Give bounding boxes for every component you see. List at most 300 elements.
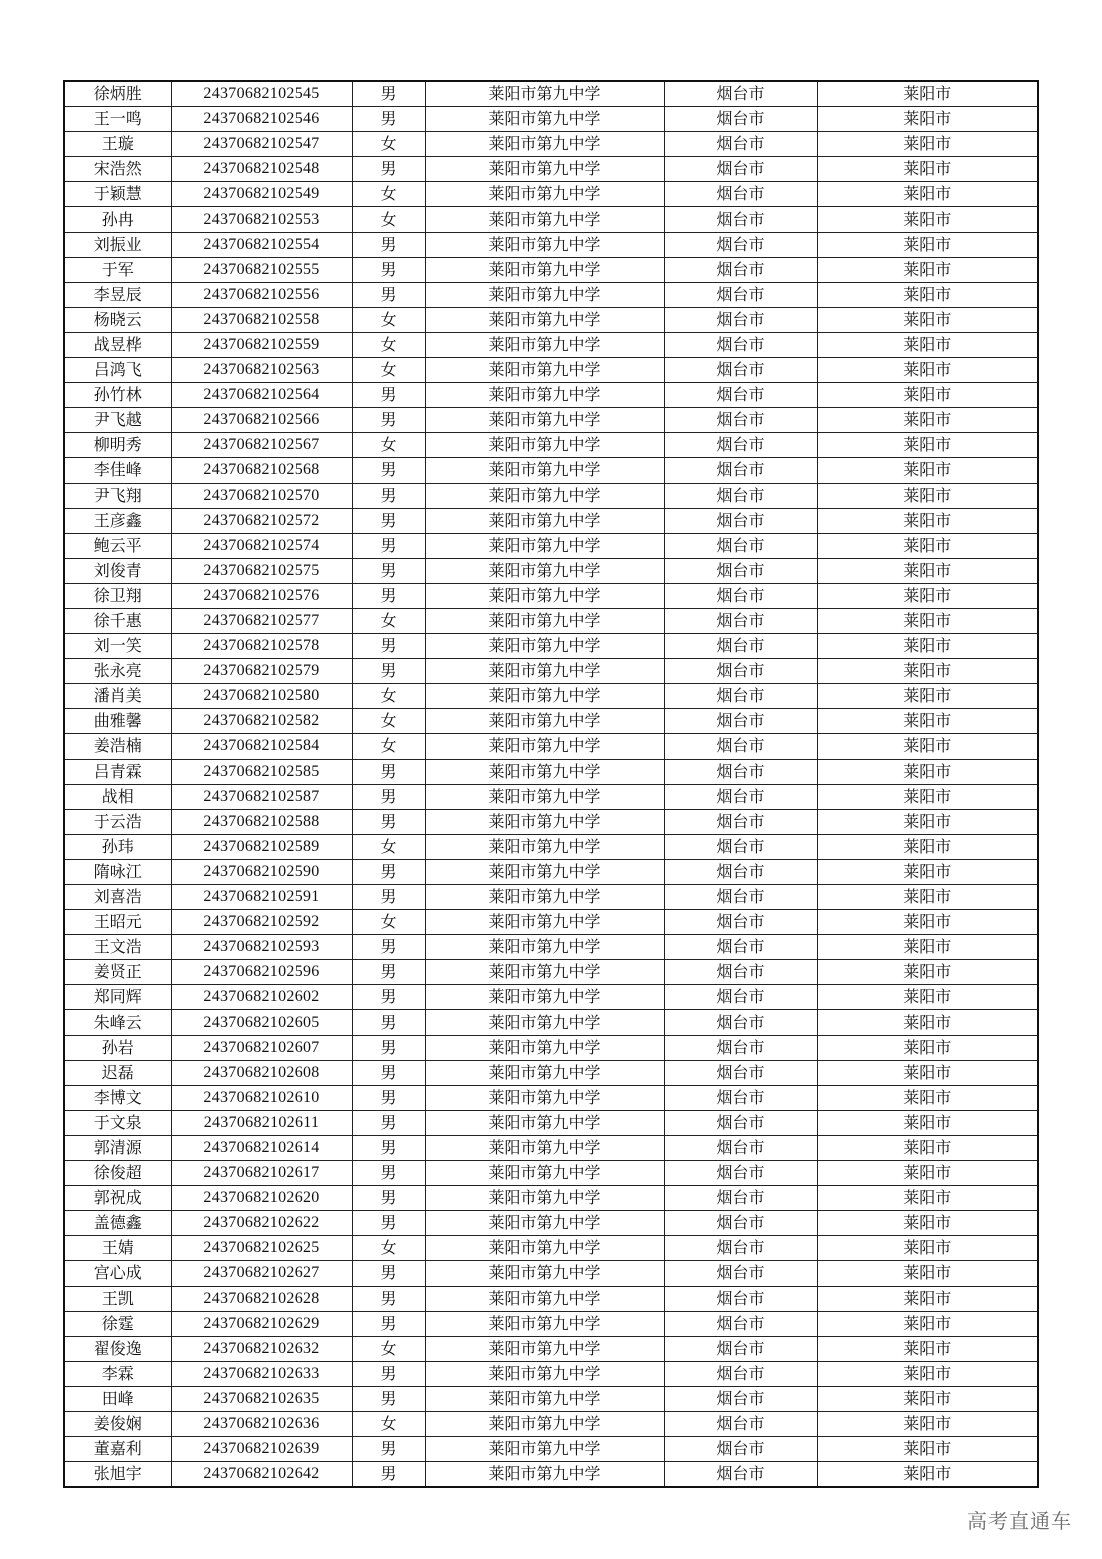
city-cell: 烟台市: [664, 383, 817, 408]
table-row: [64, 1236, 1038, 1261]
exam-id-cell: 24370682102566: [171, 408, 352, 433]
school-cell: 莱阳市第九中学: [425, 1060, 664, 1085]
school-cell: 莱阳市第九中学: [425, 558, 664, 583]
table-row: [64, 834, 1038, 859]
city-cell: 烟台市: [664, 1286, 817, 1311]
school-cell: 莱阳市第九中学: [425, 132, 664, 157]
student-name-cell: 杨晓云: [64, 307, 171, 332]
gender-cell: 男: [352, 809, 425, 834]
exam-id-cell: 24370682102592: [171, 910, 352, 935]
city-cell: 烟台市: [664, 608, 817, 633]
gender-cell: 男: [352, 659, 425, 684]
district-cell: 莱阳市: [817, 1161, 1038, 1186]
exam-id-cell: 24370682102563: [171, 358, 352, 383]
exam-id-cell: 24370682102546: [171, 107, 352, 132]
student-name-cell: 李博文: [64, 1085, 171, 1110]
school-cell: 莱阳市第九中学: [425, 1411, 664, 1436]
gender-cell: 男: [352, 483, 425, 508]
district-cell: 莱阳市: [817, 1135, 1038, 1160]
student-name-cell: 王婧: [64, 1236, 171, 1261]
city-cell: 烟台市: [664, 885, 817, 910]
city-cell: 烟台市: [664, 1186, 817, 1211]
gender-cell: 女: [352, 910, 425, 935]
school-cell: 莱阳市第九中学: [425, 608, 664, 633]
gender-cell: 女: [352, 182, 425, 207]
exam-id-cell: 24370682102642: [171, 1462, 352, 1488]
city-cell: 烟台市: [664, 282, 817, 307]
table-row: [64, 232, 1038, 257]
student-name-cell: 孙冉: [64, 207, 171, 232]
exam-id-cell: 24370682102579: [171, 659, 352, 684]
gender-cell: 男: [352, 1035, 425, 1060]
student-name-cell: 于云浩: [64, 809, 171, 834]
table-row: [64, 1110, 1038, 1135]
gender-cell: 男: [352, 157, 425, 182]
district-cell: 莱阳市: [817, 885, 1038, 910]
district-cell: 莱阳市: [817, 784, 1038, 809]
school-cell: 莱阳市第九中学: [425, 583, 664, 608]
table-row: [64, 533, 1038, 558]
table-row: [64, 935, 1038, 960]
city-cell: 烟台市: [664, 157, 817, 182]
student-name-cell: 刘一笑: [64, 634, 171, 659]
table-row: [64, 1411, 1038, 1436]
exam-id-cell: 24370682102625: [171, 1236, 352, 1261]
student-name-cell: 徐千惠: [64, 608, 171, 633]
table-row: [64, 358, 1038, 383]
student-name-cell: 刘喜浩: [64, 885, 171, 910]
gender-cell: 男: [352, 859, 425, 884]
school-cell: 莱阳市第九中学: [425, 784, 664, 809]
city-cell: 烟台市: [664, 81, 817, 107]
district-cell: 莱阳市: [817, 508, 1038, 533]
gender-cell: 女: [352, 433, 425, 458]
student-name-cell: 姜贤正: [64, 960, 171, 985]
gender-cell: 男: [352, 1186, 425, 1211]
student-name-cell: 徐炳胜: [64, 81, 171, 107]
exam-id-cell: 24370682102610: [171, 1085, 352, 1110]
exam-id-cell: 24370682102549: [171, 182, 352, 207]
gender-cell: 男: [352, 1161, 425, 1186]
school-cell: 莱阳市第九中学: [425, 157, 664, 182]
student-name-cell: 孙玮: [64, 834, 171, 859]
city-cell: 烟台市: [664, 558, 817, 583]
district-cell: 莱阳市: [817, 408, 1038, 433]
district-cell: 莱阳市: [817, 257, 1038, 282]
gender-cell: 男: [352, 1437, 425, 1462]
city-cell: 烟台市: [664, 1085, 817, 1110]
exam-id-cell: 24370682102580: [171, 684, 352, 709]
exam-id-cell: 24370682102558: [171, 307, 352, 332]
table-row: [64, 132, 1038, 157]
school-cell: 莱阳市第九中学: [425, 383, 664, 408]
city-cell: 烟台市: [664, 1035, 817, 1060]
city-cell: 烟台市: [664, 1060, 817, 1085]
student-name-cell: 张永亮: [64, 659, 171, 684]
school-cell: 莱阳市第九中学: [425, 358, 664, 383]
student-name-cell: 孙竹林: [64, 383, 171, 408]
student-name-cell: 徐俊超: [64, 1161, 171, 1186]
table-row: [64, 759, 1038, 784]
district-cell: 莱阳市: [817, 634, 1038, 659]
city-cell: 烟台市: [664, 458, 817, 483]
city-cell: 烟台市: [664, 659, 817, 684]
city-cell: 烟台市: [664, 257, 817, 282]
student-name-cell: 曲雅馨: [64, 709, 171, 734]
exam-id-cell: 24370682102576: [171, 583, 352, 608]
district-cell: 莱阳市: [817, 307, 1038, 332]
school-cell: 莱阳市第九中学: [425, 859, 664, 884]
district-cell: 莱阳市: [817, 1286, 1038, 1311]
district-cell: 莱阳市: [817, 1060, 1038, 1085]
student-name-cell: 王文浩: [64, 935, 171, 960]
gender-cell: 男: [352, 282, 425, 307]
gender-cell: 女: [352, 834, 425, 859]
student-name-cell: 尹飞翔: [64, 483, 171, 508]
city-cell: 烟台市: [664, 935, 817, 960]
city-cell: 烟台市: [664, 1361, 817, 1386]
student-name-cell: 李昱辰: [64, 282, 171, 307]
district-cell: 莱阳市: [817, 81, 1038, 107]
city-cell: 烟台市: [664, 232, 817, 257]
school-cell: 莱阳市第九中学: [425, 1386, 664, 1411]
school-cell: 莱阳市第九中学: [425, 1085, 664, 1110]
city-cell: 烟台市: [664, 634, 817, 659]
student-name-cell: 徐卫翔: [64, 583, 171, 608]
city-cell: 烟台市: [664, 1311, 817, 1336]
district-cell: 莱阳市: [817, 558, 1038, 583]
table-row: [64, 859, 1038, 884]
district-cell: 莱阳市: [817, 1261, 1038, 1286]
exam-id-cell: 24370682102629: [171, 1311, 352, 1336]
table-row: [64, 1085, 1038, 1110]
table-row: [64, 207, 1038, 232]
table-row: [64, 182, 1038, 207]
exam-id-cell: 24370682102545: [171, 81, 352, 107]
gender-cell: 男: [352, 1261, 425, 1286]
table-row: [64, 282, 1038, 307]
school-cell: 莱阳市第九中学: [425, 182, 664, 207]
school-cell: 莱阳市第九中学: [425, 533, 664, 558]
student-name-cell: 王璇: [64, 132, 171, 157]
district-cell: 莱阳市: [817, 182, 1038, 207]
exam-id-cell: 24370682102593: [171, 935, 352, 960]
student-name-cell: 于军: [64, 257, 171, 282]
gender-cell: 男: [352, 533, 425, 558]
gender-cell: 女: [352, 684, 425, 709]
school-cell: 莱阳市第九中学: [425, 1437, 664, 1462]
exam-id-cell: 24370682102585: [171, 759, 352, 784]
gender-cell: 男: [352, 107, 425, 132]
school-cell: 莱阳市第九中学: [425, 910, 664, 935]
district-cell: 莱阳市: [817, 985, 1038, 1010]
gender-cell: 男: [352, 1462, 425, 1488]
exam-id-cell: 24370682102559: [171, 332, 352, 357]
school-cell: 莱阳市第九中学: [425, 885, 664, 910]
student-name-cell: 徐霆: [64, 1311, 171, 1336]
city-cell: 烟台市: [664, 1462, 817, 1488]
district-cell: 莱阳市: [817, 107, 1038, 132]
table-row: [64, 1261, 1038, 1286]
city-cell: 烟台市: [664, 910, 817, 935]
exam-id-cell: 24370682102587: [171, 784, 352, 809]
gender-cell: 男: [352, 935, 425, 960]
table-row: [64, 107, 1038, 132]
exam-id-cell: 24370682102605: [171, 1010, 352, 1035]
district-cell: 莱阳市: [817, 1361, 1038, 1386]
table-row: [64, 960, 1038, 985]
exam-id-cell: 24370682102639: [171, 1437, 352, 1462]
exam-id-cell: 24370682102628: [171, 1286, 352, 1311]
city-cell: 烟台市: [664, 960, 817, 985]
gender-cell: 女: [352, 1236, 425, 1261]
exam-id-cell: 24370682102564: [171, 383, 352, 408]
table-row: [64, 809, 1038, 834]
school-cell: 莱阳市第九中学: [425, 985, 664, 1010]
district-cell: 莱阳市: [817, 1236, 1038, 1261]
table-row: [64, 508, 1038, 533]
table-row: [64, 634, 1038, 659]
student-name-cell: 姜俊娴: [64, 1411, 171, 1436]
student-name-cell: 王彦鑫: [64, 508, 171, 533]
city-cell: 烟台市: [664, 759, 817, 784]
district-cell: 莱阳市: [817, 960, 1038, 985]
city-cell: 烟台市: [664, 533, 817, 558]
gender-cell: 男: [352, 458, 425, 483]
school-cell: 莱阳市第九中学: [425, 1286, 664, 1311]
table-row: [64, 985, 1038, 1010]
city-cell: 烟台市: [664, 1010, 817, 1035]
watermark-text: 高考直通车: [967, 1509, 1072, 1533]
gender-cell: 男: [352, 1211, 425, 1236]
student-name-cell: 刘俊青: [64, 558, 171, 583]
table-row: [64, 885, 1038, 910]
gender-cell: 女: [352, 332, 425, 357]
table-row: [64, 1361, 1038, 1386]
city-cell: 烟台市: [664, 684, 817, 709]
city-cell: 烟台市: [664, 1110, 817, 1135]
table-row: [64, 1437, 1038, 1462]
table-row: [64, 1336, 1038, 1361]
school-cell: 莱阳市第九中学: [425, 709, 664, 734]
school-cell: 莱阳市第九中学: [425, 684, 664, 709]
exam-id-cell: 24370682102547: [171, 132, 352, 157]
gender-cell: 女: [352, 709, 425, 734]
district-cell: 莱阳市: [817, 1437, 1038, 1462]
gender-cell: 男: [352, 1085, 425, 1110]
city-cell: 烟台市: [664, 1236, 817, 1261]
city-cell: 烟台市: [664, 307, 817, 332]
school-cell: 莱阳市第九中学: [425, 759, 664, 784]
city-cell: 烟台市: [664, 1437, 817, 1462]
city-cell: 烟台市: [664, 734, 817, 759]
school-cell: 莱阳市第九中学: [425, 659, 664, 684]
exam-id-cell: 24370682102588: [171, 809, 352, 834]
roster-body: [64, 81, 1038, 1487]
district-cell: 莱阳市: [817, 132, 1038, 157]
student-name-cell: 王凯: [64, 1286, 171, 1311]
gender-cell: 男: [352, 1311, 425, 1336]
student-name-cell: 于文泉: [64, 1110, 171, 1135]
city-cell: 烟台市: [664, 1336, 817, 1361]
city-cell: 烟台市: [664, 583, 817, 608]
district-cell: 莱阳市: [817, 684, 1038, 709]
city-cell: 烟台市: [664, 408, 817, 433]
exam-id-cell: 24370682102574: [171, 533, 352, 558]
school-cell: 莱阳市第九中学: [425, 1110, 664, 1135]
district-cell: 莱阳市: [817, 910, 1038, 935]
school-cell: 莱阳市第九中学: [425, 960, 664, 985]
exam-id-cell: 24370682102578: [171, 634, 352, 659]
table-row: [64, 332, 1038, 357]
exam-id-cell: 24370682102584: [171, 734, 352, 759]
table-row: [64, 81, 1038, 107]
district-cell: 莱阳市: [817, 709, 1038, 734]
gender-cell: 男: [352, 1386, 425, 1411]
exam-id-cell: 24370682102635: [171, 1386, 352, 1411]
student-name-cell: 迟磊: [64, 1060, 171, 1085]
table-row: [64, 1010, 1038, 1035]
school-cell: 莱阳市第九中学: [425, 1236, 664, 1261]
gender-cell: 男: [352, 1010, 425, 1035]
school-cell: 莱阳市第九中学: [425, 1135, 664, 1160]
district-cell: 莱阳市: [817, 157, 1038, 182]
student-name-cell: 郭祝成: [64, 1186, 171, 1211]
gender-cell: 男: [352, 985, 425, 1010]
student-name-cell: 董嘉利: [64, 1437, 171, 1462]
exam-id-cell: 24370682102556: [171, 282, 352, 307]
table-row: [64, 1060, 1038, 1085]
gender-cell: 女: [352, 608, 425, 633]
city-cell: 烟台市: [664, 107, 817, 132]
student-name-cell: 田峰: [64, 1386, 171, 1411]
gender-cell: 男: [352, 81, 425, 107]
table-row: [64, 157, 1038, 182]
district-cell: 莱阳市: [817, 232, 1038, 257]
city-cell: 烟台市: [664, 207, 817, 232]
exam-id-cell: 24370682102567: [171, 433, 352, 458]
school-cell: 莱阳市第九中学: [425, 834, 664, 859]
district-cell: 莱阳市: [817, 483, 1038, 508]
school-cell: 莱阳市第九中学: [425, 734, 664, 759]
city-cell: 烟台市: [664, 709, 817, 734]
table-row: [64, 558, 1038, 583]
gender-cell: 女: [352, 307, 425, 332]
gender-cell: 男: [352, 257, 425, 282]
student-name-cell: 潘肖美: [64, 684, 171, 709]
city-cell: 烟台市: [664, 433, 817, 458]
table-row: [64, 1386, 1038, 1411]
city-cell: 烟台市: [664, 1135, 817, 1160]
student-name-cell: 柳明秀: [64, 433, 171, 458]
district-cell: 莱阳市: [817, 935, 1038, 960]
gender-cell: 女: [352, 734, 425, 759]
gender-cell: 男: [352, 1110, 425, 1135]
district-cell: 莱阳市: [817, 332, 1038, 357]
student-name-cell: 吕青霖: [64, 759, 171, 784]
student-name-cell: 李佳峰: [64, 458, 171, 483]
exam-id-cell: 24370682102632: [171, 1336, 352, 1361]
district-cell: 莱阳市: [817, 1010, 1038, 1035]
school-cell: 莱阳市第九中学: [425, 433, 664, 458]
table-row: [64, 608, 1038, 633]
exam-id-cell: 24370682102602: [171, 985, 352, 1010]
district-cell: 莱阳市: [817, 1085, 1038, 1110]
student-name-cell: 吕鸿飞: [64, 358, 171, 383]
city-cell: 烟台市: [664, 483, 817, 508]
exam-id-cell: 24370682102620: [171, 1186, 352, 1211]
district-cell: 莱阳市: [817, 1110, 1038, 1135]
exam-id-cell: 24370682102614: [171, 1135, 352, 1160]
city-cell: 烟台市: [664, 182, 817, 207]
table-row: [64, 709, 1038, 734]
table-row: [64, 659, 1038, 684]
table-row: [64, 383, 1038, 408]
exam-id-cell: 24370682102617: [171, 1161, 352, 1186]
student-name-cell: 姜浩楠: [64, 734, 171, 759]
school-cell: 莱阳市第九中学: [425, 483, 664, 508]
district-cell: 莱阳市: [817, 734, 1038, 759]
district-cell: 莱阳市: [817, 533, 1038, 558]
gender-cell: 男: [352, 1060, 425, 1085]
city-cell: 烟台市: [664, 834, 817, 859]
city-cell: 烟台市: [664, 784, 817, 809]
school-cell: 莱阳市第九中学: [425, 332, 664, 357]
exam-id-cell: 24370682102636: [171, 1411, 352, 1436]
student-name-cell: 李霖: [64, 1361, 171, 1386]
exam-id-cell: 24370682102577: [171, 608, 352, 633]
district-cell: 莱阳市: [817, 1462, 1038, 1488]
student-name-cell: 朱峰云: [64, 1010, 171, 1035]
district-cell: 莱阳市: [817, 859, 1038, 884]
school-cell: 莱阳市第九中学: [425, 935, 664, 960]
gender-cell: 男: [352, 583, 425, 608]
school-cell: 莱阳市第九中学: [425, 81, 664, 107]
school-cell: 莱阳市第九中学: [425, 458, 664, 483]
table-row: [64, 257, 1038, 282]
school-cell: 莱阳市第九中学: [425, 1361, 664, 1386]
school-cell: 莱阳市第九中学: [425, 307, 664, 332]
school-cell: 莱阳市第九中学: [425, 508, 664, 533]
exam-id-cell: 24370682102555: [171, 257, 352, 282]
student-name-cell: 鲍云平: [64, 533, 171, 558]
district-cell: 莱阳市: [817, 608, 1038, 633]
school-cell: 莱阳市第九中学: [425, 634, 664, 659]
table-row: [64, 1035, 1038, 1060]
table-row: [64, 583, 1038, 608]
table-row: [64, 910, 1038, 935]
student-name-cell: 宋浩然: [64, 157, 171, 182]
school-cell: 莱阳市第九中学: [425, 257, 664, 282]
city-cell: 烟台市: [664, 1261, 817, 1286]
gender-cell: 女: [352, 1411, 425, 1436]
district-cell: 莱阳市: [817, 458, 1038, 483]
school-cell: 莱阳市第九中学: [425, 107, 664, 132]
school-cell: 莱阳市第九中学: [425, 1261, 664, 1286]
exam-id-cell: 24370682102591: [171, 885, 352, 910]
table-row: [64, 408, 1038, 433]
gender-cell: 男: [352, 759, 425, 784]
gender-cell: 男: [352, 784, 425, 809]
exam-id-cell: 24370682102548: [171, 157, 352, 182]
district-cell: 莱阳市: [817, 759, 1038, 784]
table-row: [64, 1286, 1038, 1311]
exam-id-cell: 24370682102607: [171, 1035, 352, 1060]
table-row: [64, 734, 1038, 759]
district-cell: 莱阳市: [817, 1035, 1038, 1060]
gender-cell: 女: [352, 207, 425, 232]
school-cell: 莱阳市第九中学: [425, 1186, 664, 1211]
